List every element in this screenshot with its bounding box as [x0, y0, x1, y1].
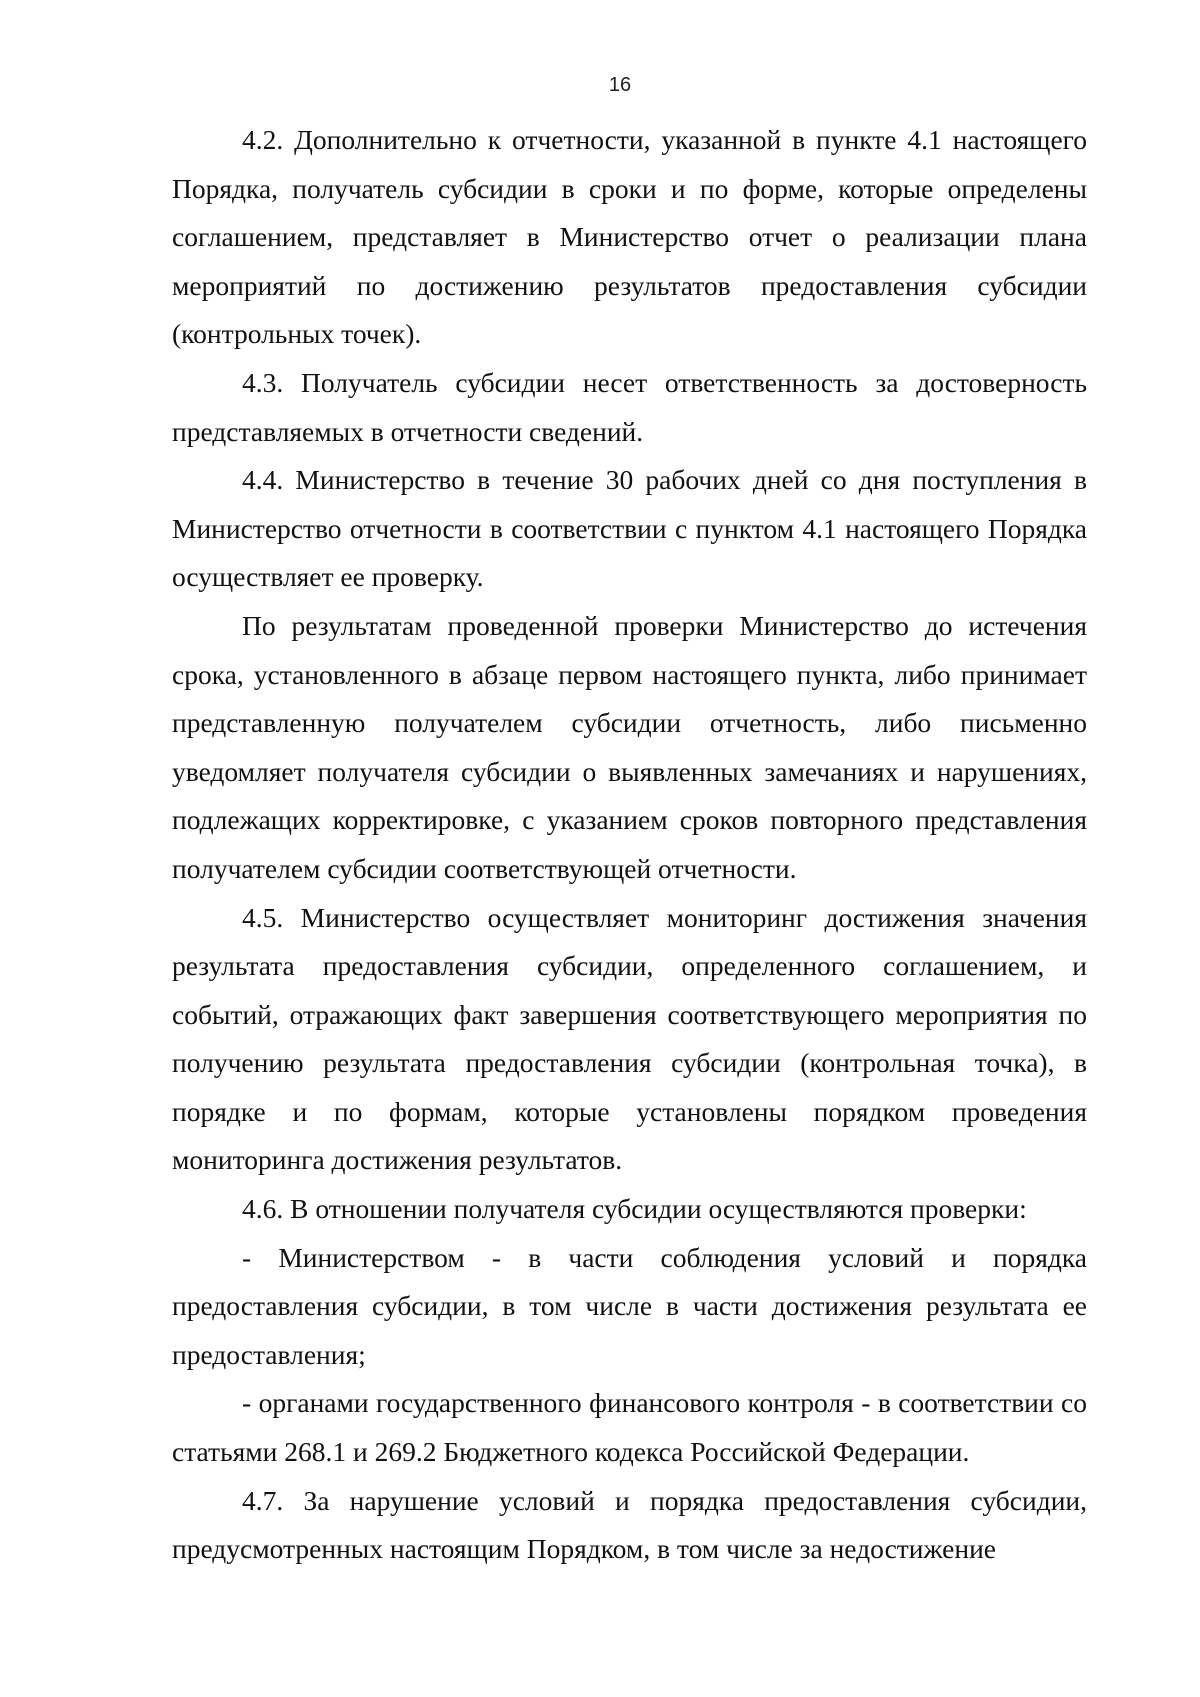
paragraph-4-3: 4.3. Получатель субсидии несет ответственность за достоверность представляемых в отчетности сведений.	[172, 366, 1087, 447]
page-number: 16	[608, 74, 632, 96]
paragraph-4-6: 4.6. В отношении получателя субсидии осуществляются проверки:	[242, 1193, 1027, 1225]
list-item-ministry: - Министерством - в части соблюдения условий и порядка предоставления субсидии, в том числе в части достижения результата ее предоставления;	[172, 1241, 1087, 1370]
paragraph-4-2: 4.2. Дополнительно к отчетности, указанной в пункте 4.1 настоящего Порядка, получатель субсидии в сроки и по форме, которые определены соглашением, представляет в Министерство отчет о реализации плана мероприятий по достижению результатов предоставления субсидии (контрольных точек).	[172, 124, 1087, 350]
paragraph-4-4: 4.4. Министерство в течение 30 рабочих дней со дня поступления в Министерство отчетности в соответствии с пунктом 4.1 настоящего Порядка осуществляет ее проверку.	[172, 464, 1087, 593]
document-body	[172, 116, 1087, 1574]
paragraph-4-5: 4.5. Министерство осуществляет мониторинг достижения значения результата предоставления субсидии, определенного соглашением, и событий, отражающих факт завершения соответствующего мероприятия по получению результата предоставления субсидии (контрольная точка), в порядке и по формам, которые установлены порядком проведения мониторинга достижения результатов.	[172, 901, 1087, 1176]
paragraph-4-7: 4.7. За нарушение условий и порядка предоставления субсидии, предусмотренных настоящим Порядком, в том числе за недостижение	[172, 1484, 1087, 1565]
paragraph-4-4-review: По результатам проведенной проверки Министерство до истечения срока, установленного в абзаце первом настоящего пункта, либо принимает представленную получателем субсидии отчетность, либо письменно уведомляет получателя субсидии о выявленных замечаниях и нарушениях, подлежащих корректировке, с указанием сроков повторного представления получателем субсидии соответствующей отчетности.	[172, 609, 1087, 884]
list-item-financial-control: - органами государственного финансового контроля - в соответствии со статьями 268.1 и 269.2 Бюджетного кодекса Российской Федерации.	[172, 1387, 1087, 1468]
